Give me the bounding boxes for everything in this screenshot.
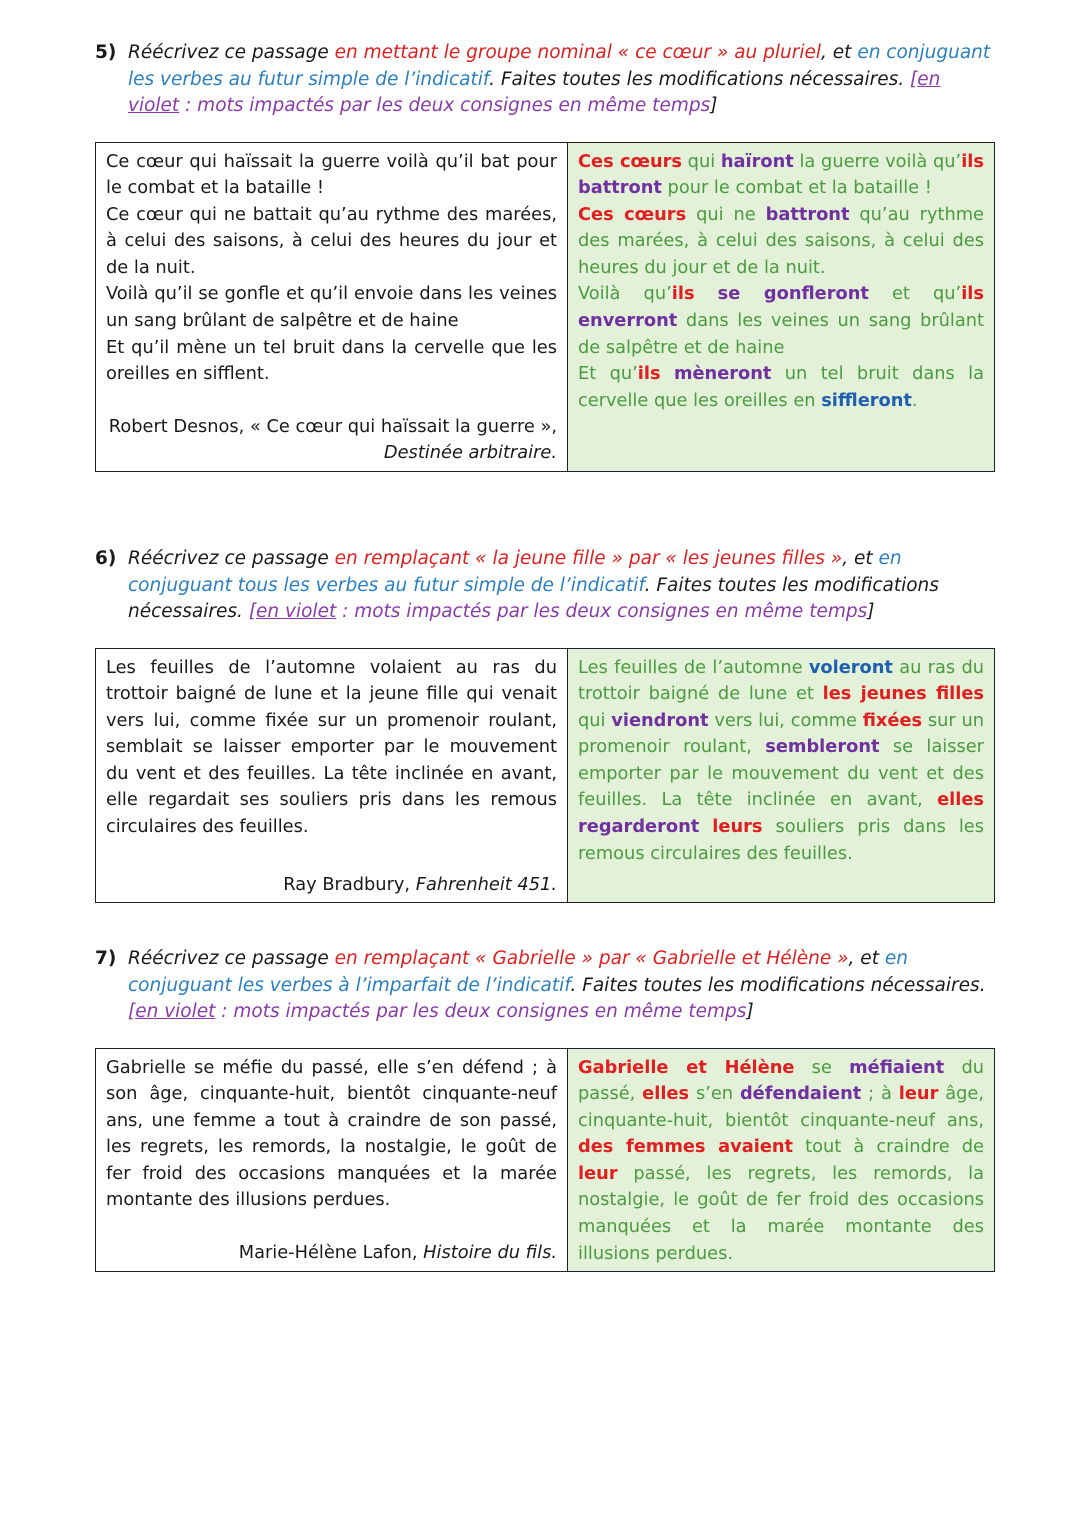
instr-violet-underlined: en violet: [128, 68, 941, 116]
instr-text: . Faites toutes les modifications nécessaires.: [128, 574, 939, 622]
text-table: [95, 142, 995, 473]
hl-purple: sembleront: [765, 736, 880, 758]
plain: se laisser emporter par le mouvement du vent et des feuilles. La tête inclinée en avant,: [578, 736, 984, 811]
hl-red: ils: [961, 283, 984, 305]
text-table: [95, 648, 995, 904]
plain: du passé,: [578, 1056, 984, 1105]
plain: tout à craindre de: [793, 1136, 984, 1158]
rewritten-text: [568, 1049, 994, 1272]
hl-red: Gabrielle et Hélène: [578, 1056, 795, 1078]
instr-bracket: [: [910, 68, 918, 90]
hl-purple: mèneront: [673, 363, 772, 385]
instr-text: , et: [821, 42, 858, 63]
plain: Les feuilles de l’automne: [578, 656, 809, 678]
text-table: [95, 1048, 995, 1273]
original-line: Ce cœur qui ne battait qu’au rythme des marées, à celui des saisons, à celui des heures du jour et de la nuit.: [106, 203, 557, 278]
hl-red: leur: [898, 1083, 939, 1105]
original-line: Voilà qu’il se gonfle et qu’il envoie dans les veines un sang brûlant de salpêtre et de haine: [106, 283, 557, 332]
hl-red: ils: [671, 283, 695, 305]
instr-violet: : mots impactés par les deux consignes en même temps: [336, 601, 868, 622]
hl-red: ils: [637, 363, 661, 385]
source-work: Histoire du fils.: [423, 1242, 557, 1264]
instr-blue: en conjuguant tous les verbes au futur simple de l’indicatif: [128, 548, 902, 596]
instr-violet: : mots impactés par les deux consignes en même temps: [179, 95, 711, 116]
source: [106, 1240, 557, 1267]
plain: se: [794, 1056, 850, 1078]
plain: vers lui, comme: [708, 709, 863, 731]
hl-red: les jeunes filles: [822, 683, 985, 705]
instr-bracket: ]: [867, 601, 875, 622]
plain: au ras du trottoir baigné de lune et: [578, 656, 985, 705]
instr-text: , et: [848, 948, 885, 969]
rewritten-text: [568, 143, 994, 472]
instr-text: . Faites toutes les modifications nécessaires.: [489, 68, 911, 90]
source-work: Fahrenheit 451.: [415, 873, 557, 895]
instr-violet: : mots impactés par les deux consignes en même temps: [215, 1001, 747, 1022]
exercise-7: [95, 946, 995, 1272]
plain: [661, 363, 674, 384]
plain: ; à: [861, 1083, 899, 1105]
hl-red: elles: [642, 1083, 690, 1105]
plain: qui ne: [686, 203, 766, 225]
instr-red: en remplaçant « Gabrielle » par « Gabrielle et Hélène »: [334, 948, 849, 969]
exercise-number: 5): [95, 42, 117, 63]
instr-text: Réécrivez ce passage: [128, 948, 335, 969]
instr-bracket: [: [248, 601, 257, 622]
source-author: Marie-Hélène Lafon,: [238, 1242, 424, 1264]
plain: pour le combat et la bataille !: [661, 177, 932, 199]
instr-text: . Faites toutes les modifications nécessaires.: [570, 974, 986, 996]
instr-bracket: ]: [746, 1001, 754, 1022]
plain: et qu’: [868, 283, 962, 305]
instr-text: , et: [842, 548, 879, 569]
hl-red: leurs: [712, 816, 763, 838]
original-line: Ce cœur qui haïssait la guerre voilà qu’il bat pour le combat et la bataille !: [106, 150, 557, 199]
instr-bracket: ]: [710, 95, 718, 116]
hl-purple: défendaient: [739, 1083, 862, 1105]
instr-blue: en conjuguant les verbes à l’imparfait de l’indicatif: [128, 948, 908, 996]
hl-purple: méfiaient: [849, 1056, 945, 1078]
hl-blue: siffleront: [821, 389, 912, 411]
hl-purple: regarderont: [578, 816, 700, 838]
rewritten-text: [568, 649, 994, 903]
plain: Voilà qu’: [578, 283, 672, 305]
instr-violet-underlined: en violet: [256, 601, 337, 622]
plain: sur un promenoir roulant,: [578, 709, 985, 758]
source-author: Robert Desnos, « Ce cœur qui haïssait la guerre »,: [108, 415, 557, 437]
original-text: [96, 143, 568, 472]
instr-text: Réécrivez ce passage: [128, 548, 335, 569]
original-text: [96, 649, 568, 903]
plain: Et qu’: [578, 363, 638, 385]
hl-purple: haïront: [720, 150, 794, 172]
source: [106, 872, 557, 899]
plain: qu’au rythme des marées, à celui des saisons, à celui des heures du jour et de la nuit.: [578, 203, 984, 278]
plain: dans les veines un sang brûlant de salpêtre et de haine: [578, 310, 984, 358]
instr-bracket: [: [128, 1001, 136, 1022]
instr-blue: en conjuguant les verbes au futur simple de l’indicatif: [128, 42, 991, 90]
plain: qui: [578, 709, 612, 731]
instruction-6: [95, 546, 995, 626]
plain: âge, cinquante-huit, bientôt cinquante-neuf ans,: [578, 1083, 984, 1131]
source-work: Destinée arbitraire.: [383, 442, 557, 464]
exercise-6: [95, 546, 995, 903]
hl-red: des femmes avaient: [578, 1136, 794, 1158]
hl-red: ils: [961, 150, 984, 172]
exercise-5: [95, 40, 995, 472]
original-text: [96, 1049, 568, 1272]
instr-text: Réécrivez ce passage: [128, 42, 335, 63]
instruction-5: [95, 40, 995, 120]
hl-red: elles: [937, 789, 984, 811]
hl-red: fixées: [862, 709, 923, 731]
original-paragraph: Les feuilles de l’automne volaient au ras du trottoir baigné de lune et la jeune fille qui venait vers lui, comme fixée sur un promenoir roulant, semblait se laisser emporter par le mouvement du vent et des feuilles. La tête inclinée en avant, elle regardait ses souliers pris dans les remous circulaires des feuilles.: [106, 656, 557, 838]
plain: [699, 816, 712, 837]
plain: qui: [681, 150, 721, 172]
instruction-7: [95, 946, 995, 1026]
plain: la guerre voilà qu’: [793, 150, 962, 172]
hl-red: Ces cœurs: [578, 150, 682, 172]
plain: .: [911, 389, 918, 411]
exercise-number: 7): [95, 948, 117, 969]
hl-blue: voleront: [808, 656, 893, 678]
source: [106, 414, 557, 467]
original-paragraph: Gabrielle se méfie du passé, elle s’en défend ; à son âge, cinquante-huit, bientôt cinquante-neuf ans, une femme a tout à craindre de son passé, les regrets, les remords, la nostalgie, le goût de fer froid des occasions manquées et la marée montante des illusions perdues.: [106, 1056, 557, 1211]
hl-purple: se gonfleront: [717, 283, 869, 305]
original-line: Et qu’il mène un tel bruit dans la cervelle que les oreilles en sifflent.: [106, 336, 557, 385]
exercise-number: 6): [95, 548, 117, 569]
hl-purple: viendront: [611, 709, 709, 731]
hl-purple: battront: [578, 177, 662, 199]
plain: s’en: [689, 1083, 740, 1105]
instr-violet-underlined: en violet: [135, 1001, 216, 1022]
plain: souliers pris dans les remous circulaires des feuilles.: [578, 816, 985, 864]
source-author: Ray Bradbury,: [283, 873, 416, 895]
hl-red: Ces cœurs: [578, 203, 687, 225]
plain: [695, 283, 718, 304]
hl-purple: enverront: [578, 310, 678, 332]
hl-red: leur: [578, 1162, 618, 1184]
hl-purple: battront: [765, 203, 850, 225]
plain: passé, les regrets, les remords, la nostalgie, le goût de fer froid des occasions manquées et la marée montante des illusions perdues.: [578, 1162, 984, 1264]
instr-red: en remplaçant « la jeune fille » par « les jeunes filles »: [334, 548, 843, 569]
instr-red: en mettant le groupe nominal « ce cœur » au pluriel: [334, 42, 822, 63]
plain: un tel bruit dans la cervelle que les oreilles en: [578, 363, 984, 411]
